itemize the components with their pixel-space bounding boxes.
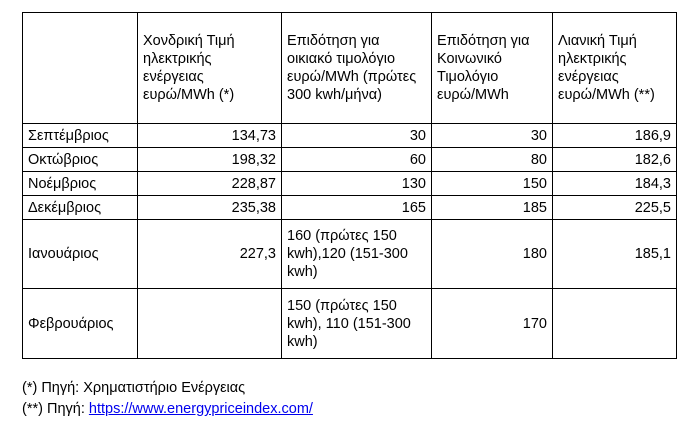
month-cell: Φεβρουάριος (23, 289, 138, 359)
social-subsidy-cell: 150 (432, 172, 553, 196)
household-subsidy-cell: 150 (πρώτες 150 kwh), 110 (151-300 kwh) (282, 289, 432, 359)
household-subsidy-cell: 160 (πρώτες 150 kwh),120 (151-300 kwh) (282, 220, 432, 289)
retail-cell (553, 289, 677, 359)
retail-cell: 184,3 (553, 172, 677, 196)
header-retail-price: Λιανική Τιμή ηλεκτρικής ενέργειας ευρώ/MWh (**) (553, 13, 677, 124)
household-subsidy-cell: 60 (282, 148, 432, 172)
header-wholesale-price: Χονδρική Τιμή ηλεκτρικής ενέργειας ευρώ/MWh (*) (138, 13, 282, 124)
month-cell: Οκτώβριος (23, 148, 138, 172)
social-subsidy-cell: 180 (432, 220, 553, 289)
table-row (23, 124, 677, 148)
wholesale-cell (138, 289, 282, 359)
month-cell: Ιανουάριος (23, 220, 138, 289)
social-subsidy-cell: 185 (432, 196, 553, 220)
month-cell: Νοέμβριος (23, 172, 138, 196)
energypriceindex-link[interactable]: https://www.energypriceindex.com/ (88, 401, 313, 417)
header-cell-empty (23, 13, 138, 124)
month-cell: Δεκέμβριος (23, 196, 138, 220)
header-social-subsidy: Επιδότηση για Κοινωνικό Τιμολόγιο ευρώ/MWh (432, 13, 553, 124)
table-row (23, 172, 677, 196)
household-subsidy-cell: 165 (282, 196, 432, 220)
table-header-row (23, 13, 677, 124)
wholesale-cell: 228,87 (138, 172, 282, 196)
table-row (23, 148, 677, 172)
social-subsidy-cell: 80 (432, 148, 553, 172)
footnote-prefix: (**) Πηγή: (22, 401, 89, 417)
retail-cell: 182,6 (553, 148, 677, 172)
table-row (23, 196, 677, 220)
wholesale-cell: 227,3 (138, 220, 282, 289)
price-table (22, 12, 677, 359)
wholesale-cell: 198,32 (138, 148, 282, 172)
retail-cell: 186,9 (553, 124, 677, 148)
retail-cell: 225,5 (553, 196, 677, 220)
table-row (23, 289, 677, 359)
household-subsidy-cell: 30 (282, 124, 432, 148)
header-household-subsidy: Επιδότηση για οικιακό τιμολόγιο ευρώ/MWh (πρώτες 300 kwh/μήνα) (282, 13, 432, 124)
table-row (23, 220, 677, 289)
wholesale-cell: 134,73 (138, 124, 282, 148)
month-cell: Σεπτέμβριος (23, 124, 138, 148)
retail-cell: 185,1 (553, 220, 677, 289)
wholesale-cell: 235,38 (138, 196, 282, 220)
footnote-source-2 (22, 400, 313, 418)
household-subsidy-cell: 130 (282, 172, 432, 196)
footnote-source-1: (*) Πηγή: Χρηματιστήριο Ενέργειας (22, 380, 246, 396)
social-subsidy-cell: 30 (432, 124, 553, 148)
social-subsidy-cell: 170 (432, 289, 553, 359)
